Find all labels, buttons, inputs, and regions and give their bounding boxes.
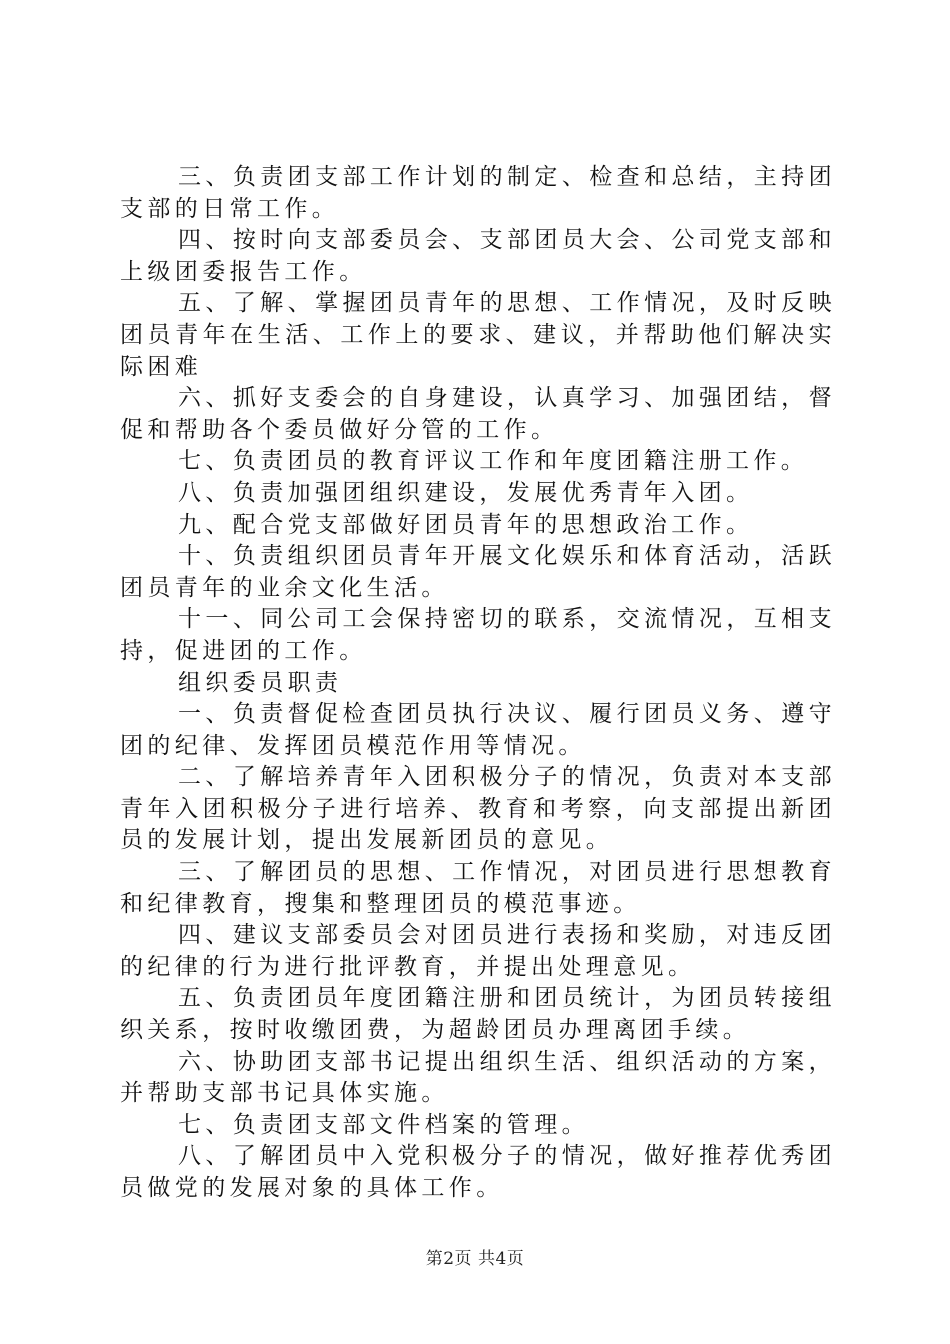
page-number-footer: 第2页 共4页 xyxy=(425,1249,525,1269)
paragraph-9: 十一、同公司工会保持密切的联系，交流情况，互相支持，促进团的工作。 xyxy=(120,606,836,664)
paragraph-8: 十、负责组织团员青年开展文化娱乐和体育活动，活跃团员青年的业余文化生活。 xyxy=(120,543,836,601)
paragraph-15: 五、负责团员年度团籍注册和团员统计，为团员转接组织关系，按时收缴团费，为超龄团员办理离团手续。 xyxy=(120,985,836,1044)
paragraph-4: 六、抓好支委会的自身建设，认真学习、加强团结，督促和帮助各个委员做好分管的工作。 xyxy=(120,385,836,443)
paragraph-12: 二、了解培养青年入团积极分子的情况，负责对本支部青年入团积极分子进行培养、教育和考察，向支部提出新团员的发展计划，提出发展新团员的意见。 xyxy=(120,764,836,854)
paragraph-18: 八、了解团员中入党积极分子的情况，做好推荐优秀团员做党的发展对象的具体工作。 xyxy=(120,1143,836,1201)
paragraph-17: 七、负责团支部文件档案的管理。 xyxy=(178,1111,589,1138)
paragraph-14: 四、建议支部委员会对团员进行表扬和奖励，对违反团的纪律的行为进行批评教育，并提出处理意见。 xyxy=(120,922,836,980)
paragraph-7: 九、配合党支部做好团员青年的思想政治工作。 xyxy=(178,511,754,538)
paragraph-1: 三、负责团支部工作计划的制定、检查和总结，主持团支部的日常工作。 xyxy=(120,164,836,222)
paragraph-13: 三、了解团员的思想、工作情况，对团员进行思想教育和纪律教育，搜集和整理团员的模范事迹。 xyxy=(120,859,836,917)
paragraph-2: 四、按时向支部委员会、支部团员大会、公司党支部和上级团委报告工作。 xyxy=(120,227,836,285)
section-heading: 组织委员职责 xyxy=(178,669,343,696)
paragraph-5: 七、负责团员的教育评议工作和年度团籍注册工作。 xyxy=(178,448,809,475)
paragraph-16: 六、协助团支部书记提出组织生活、组织活动的方案，并帮助支部书记具体实施。 xyxy=(120,1048,836,1107)
paragraph-3: 五、了解、掌握团员青年的思想、工作情况，及时反映团员青年在生活、工作上的要求、建议，并帮助他们解决实际困难 xyxy=(120,290,836,380)
paragraph-11: 一、负责督促检查团员执行决议、履行团员义务、遵守团的纪律、发挥团员模范作用等情况。 xyxy=(120,701,836,759)
paragraph-6: 八、负责加强团组织建设，发展优秀青年入团。 xyxy=(178,479,754,506)
document-body xyxy=(120,162,836,1205)
